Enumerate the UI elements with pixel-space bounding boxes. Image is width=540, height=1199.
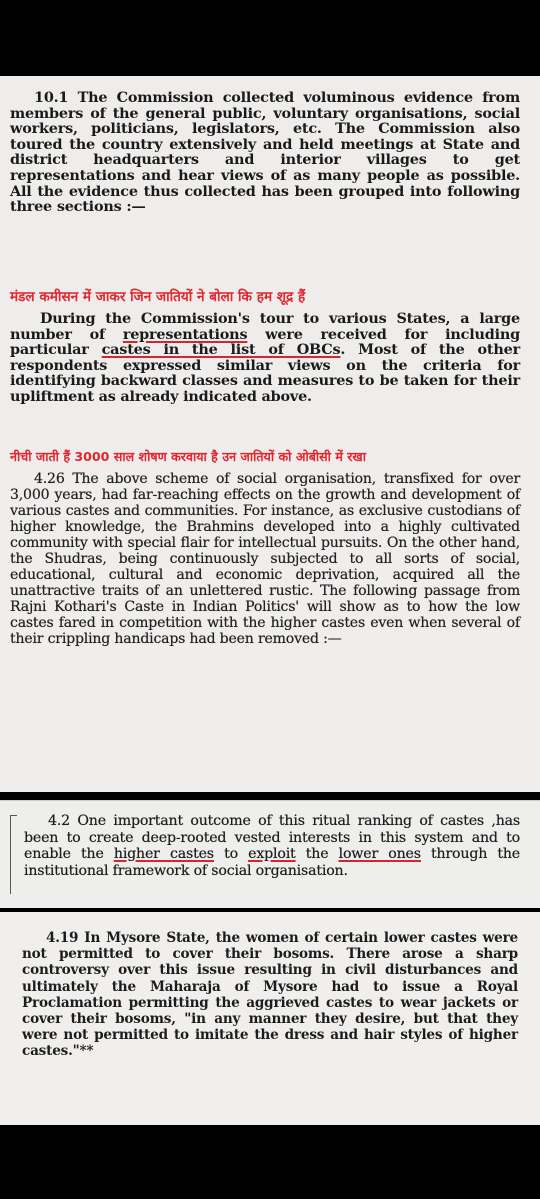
tour-text-a: During the Commission's tour to various States, a large number of <box>10 310 520 343</box>
para-4-2-text-d: through the institutional framework of social organisation. <box>24 846 521 879</box>
hindi-annotation-2: नीची जाती हैं 3000 साल शोषण करवाया है उन जातियों को ओबीसी में रखा <box>10 449 366 464</box>
underlined-higher-castes: higher castes <box>113 846 214 862</box>
document-clip-4-2 <box>0 800 540 908</box>
hindi-annotation-1: मंडल कमीसन में जाकर जिन जातियों ने बोला कि हम शूद्र हैं <box>10 289 306 305</box>
margin-bracket <box>10 815 17 894</box>
underlined-representations: representations <box>122 325 248 343</box>
document-clip-mandal-evidence <box>0 76 540 467</box>
paragraph-4-26: 4.26 The above scheme of social organisation, transfixed for over 3,000 years, had far-reaching effects on the growth and development of various castes and communities. For instance, as exclusive custodians of higher knowledge, the Brahmins developed into a highly cultivated community with special flair for intellectual pursuits. On the other hand, the Shudras, being continuously subjected to all sorts of social, educational, cultural and economic deprivation, acquired all the unattractive traits of an unlettered rustic. The following passage from Rajni Kothari's Caste in Indian Politics' will show as to how the low castes fared in competition with the higher castes even when several of their crippling handicaps had been removed :— <box>10 471 520 647</box>
para-4-2-text-c: the <box>295 846 339 862</box>
para-4-2-text-a: 4.2 One important outcome of this ritual ranking of castes ,has been to create deep-rooted vested interests in this system and to enable the <box>24 813 520 862</box>
paragraph-4-2 <box>24 813 520 879</box>
underlined-lower-ones: lower ones <box>338 846 421 862</box>
underlined-exploit: exploit <box>248 846 296 862</box>
paragraph-commission-tour <box>10 311 520 404</box>
tour-text-c: . Most of the other respondents expressed similar views on the criteria for identifying backward classes and measures to be taken for their upliftment as already indicated above. <box>10 341 520 405</box>
document-clip-4-19 <box>0 912 540 1125</box>
para-4-2-text-b: to <box>213 846 249 862</box>
document-clip-4-26 <box>0 467 540 792</box>
paragraph-4-19: 4.19 In Mysore State, the women of certain lower castes were not permitted to cover their bosoms. There arose a sharp controversy over this issue resulting in civil disturbances and ultimately the Maharaja of Mysore had to issue a Royal Proclamation permitting the aggrieved castes to wear jackets or cover their bosoms, "in any manner they desire, but that they were not permitted to imitate the dress and hair styles of higher castes."** <box>22 930 518 1060</box>
underlined-castes-obc: castes in the list of OBCs <box>101 341 341 358</box>
tour-text-b: were received for including particular <box>10 325 520 358</box>
paragraph-10-1: 10.1 The Commission collected voluminous evidence from members of the general public, voluntary organisations, social workers, politicians, legislators, etc. The Commission also toured the country extensively and held meetings at State and district headquarters and interior villages to get representations and hear views of as many people as possible. All the evidence thus collected has been grouped into following three sections :— <box>10 89 520 216</box>
